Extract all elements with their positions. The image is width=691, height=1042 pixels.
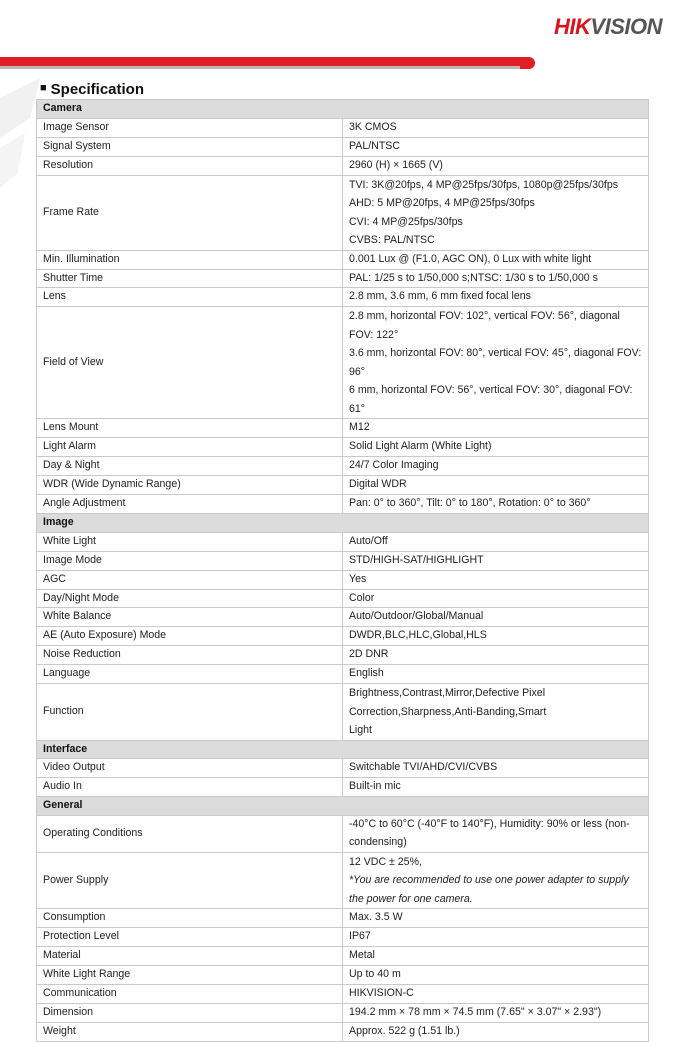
table-row [37,608,649,627]
spec-value-line: 2960 (H) × 1665 (V) [349,158,443,171]
spec-value [343,551,649,570]
spec-label: White Light [37,532,343,551]
spec-value [343,438,649,457]
table-row [37,250,649,269]
spec-value [343,307,649,419]
spec-label: Image Mode [37,551,343,570]
spec-label: Noise Reduction [37,646,343,665]
header-gray-bar [0,66,520,69]
spec-value-line: Color [349,591,375,604]
table-row [37,684,649,741]
table-row [37,288,649,307]
table-row [37,985,649,1004]
spec-value-line: Auto/Outdoor/Global/Manual [349,610,484,623]
spec-value-line: AHD: 5 MP@20fps, 4 MP@25fps/30fps [349,197,535,210]
spec-value [343,589,649,608]
table-row [37,156,649,175]
section-title: Camera [37,100,649,119]
spec-label: WDR (Wide Dynamic Range) [37,476,343,495]
table-row [37,457,649,476]
spec-value [343,1004,649,1023]
spec-label: Power Supply [37,852,343,909]
spec-label: Audio In [37,778,343,797]
spec-value [343,665,649,684]
table-row [37,589,649,608]
table-row [37,494,649,513]
spec-value [343,419,649,438]
spec-value-line: Brightness,Contrast,Mirror,Defective Pixel Correction,Sharpness,Anti-Banding,Smart [349,687,547,718]
specification-table [36,99,649,1042]
table-row [37,928,649,947]
spec-value-line: 3K CMOS [349,120,397,133]
spec-value-line: M12 [349,421,370,434]
spec-value-line: CVI: 4 MP@25fps/30fps [349,215,463,228]
spec-label: Protection Level [37,928,343,947]
spec-label: Day & Night [37,457,343,476]
spec-label: AGC [37,570,343,589]
spec-value [343,909,649,928]
spec-value [343,778,649,797]
spec-value [343,759,649,778]
spec-value-line: -40°C to 60°C (-40°F to 140°F), Humidity: 90% or less (non-condensing) [349,818,630,849]
table-row [37,307,649,419]
table-row [37,759,649,778]
spec-value [343,457,649,476]
spec-value [343,532,649,551]
table-row [37,966,649,985]
spec-value-line: 6 mm, horizontal FOV: 56°, vertical FOV: 30°, diagonal FOV: 61° [349,384,633,415]
spec-label: Shutter Time [37,269,343,288]
spec-value [343,288,649,307]
spec-value [343,947,649,966]
page-title: ■ Specification [40,81,145,98]
table-row [37,778,649,797]
section-header-general [37,797,649,816]
table-row [37,1004,649,1023]
spec-value-line: Approx. 522 g (1.51 lb.) [349,1024,460,1037]
spec-value-line: IP67 [349,930,371,943]
spec-value-line: 2D DNR [349,648,389,661]
section-title: Image [37,513,649,532]
spec-value-line: *You are recommended to use one power adapter to supply the power for one camera. [349,874,629,905]
spec-value [343,570,649,589]
table-row [37,852,649,909]
table-row [37,137,649,156]
spec-value [343,1022,649,1041]
spec-label: Consumption [37,909,343,928]
table-row [37,476,649,495]
table-row [37,118,649,137]
table-row [37,816,649,853]
section-header-camera [37,100,649,119]
table-row [37,551,649,570]
table-row [37,532,649,551]
spec-label: Field of View [37,307,343,419]
spec-value [343,175,649,250]
section-header-interface [37,740,649,759]
spec-value-line: Switchable TVI/AHD/CVI/CVBS [349,761,498,774]
hikvision-logo: HIKVISION [554,14,662,39]
spec-value-line: PAL: 1/25 s to 1/50,000 s;NTSC: 1/30 s to 1/50,000 s [349,271,598,284]
table-row [37,269,649,288]
spec-value-line: CVBS: PAL/NTSC [349,234,435,247]
spec-value [343,852,649,909]
spec-value-line: Max. 3.5 W [349,911,403,924]
bullet-icon: ■ [40,82,47,94]
table-row [37,175,649,250]
spec-value-line: Pan: 0° to 360°, Tilt: 0° to 180°, Rotation: 0° to 360° [349,496,591,509]
table-row [37,947,649,966]
spec-label: Dimension [37,1004,343,1023]
spec-value [343,684,649,741]
spec-value-line: PAL/NTSC [349,139,401,152]
table-row [37,570,649,589]
table-row [37,627,649,646]
spec-label: Operating Conditions [37,816,343,853]
spec-value-line: DWDR,BLC,HLC,Global,HLS [349,629,487,642]
spec-label: Resolution [37,156,343,175]
spec-value-line: TVI: 3K@20fps, 4 MP@25fps/30fps, 1080p@25fps/30fps [349,178,619,191]
spec-value [343,156,649,175]
table-row [37,1022,649,1041]
spec-label: Language [37,665,343,684]
spec-value-line: Yes [349,572,367,585]
section-title: Interface [37,740,649,759]
spec-value-line: STD/HIGH-SAT/HIGHLIGHT [349,553,484,566]
spec-value [343,816,649,853]
spec-value-line: Digital WDR [349,478,407,491]
spec-value [343,608,649,627]
spec-value [343,627,649,646]
spec-label: White Balance [37,608,343,627]
spec-value-line: 3.6 mm, horizontal FOV: 80°, vertical FOV: 45°, diagonal FOV: 96° [349,347,642,378]
table-row [37,909,649,928]
table-row [37,419,649,438]
spec-label: Material [37,947,343,966]
spec-value-line: 2.8 mm, 3.6 mm, 6 mm fixed focal lens [349,290,531,303]
spec-label: Lens Mount [37,419,343,438]
table-row [37,665,649,684]
spec-value-line: 12 VDC ± 25%, [349,855,422,868]
spec-label: AE (Auto Exposure) Mode [37,627,343,646]
spec-value-line: 0.001 Lux @ (F1.0, AGC ON), 0 Lux with white light [349,252,592,265]
spec-value-line: Metal [349,949,375,962]
spec-value-line: English [349,667,384,680]
spec-label: Image Sensor [37,118,343,137]
spec-value [343,985,649,1004]
spec-label: White Light Range [37,966,343,985]
spec-label: Function [37,684,343,741]
spec-label: Day/Night Mode [37,589,343,608]
spec-label: Communication [37,985,343,1004]
spec-label: Min. Illumination [37,250,343,269]
spec-value-line: Light [349,724,372,737]
spec-label: Frame Rate [37,175,343,250]
spec-value [343,137,649,156]
spec-label: Angle Adjustment [37,494,343,513]
spec-value-line: Auto/Off [349,534,388,547]
spec-value-line: 24/7 Color Imaging [349,459,439,472]
spec-value-line: HIKVISION-C [349,987,414,1000]
section-title: General [37,797,649,816]
spec-label: Lens [37,288,343,307]
spec-value [343,928,649,947]
spec-value [343,476,649,495]
spec-value [343,494,649,513]
spec-value [343,118,649,137]
spec-value-line: 194.2 mm × 78 mm × 74.5 mm (7.65" × 3.07" × 2.93") [349,1006,602,1018]
spec-label: Light Alarm [37,438,343,457]
spec-value-line: Solid Light Alarm (White Light) [349,440,492,453]
spec-value [343,646,649,665]
spec-value [343,250,649,269]
spec-value [343,269,649,288]
spec-label: Video Output [37,759,343,778]
spec-value-line: Built-in mic [349,780,401,793]
table-row [37,438,649,457]
spec-label: Weight [37,1022,343,1041]
spec-value-line: 2.8 mm, horizontal FOV: 102°, vertical FOV: 56°, diagonal FOV: 122° [349,310,620,341]
section-header-image [37,513,649,532]
spec-value [343,966,649,985]
table-row [37,646,649,665]
spec-value-line: Up to 40 m [349,968,401,981]
spec-label: Signal System [37,137,343,156]
